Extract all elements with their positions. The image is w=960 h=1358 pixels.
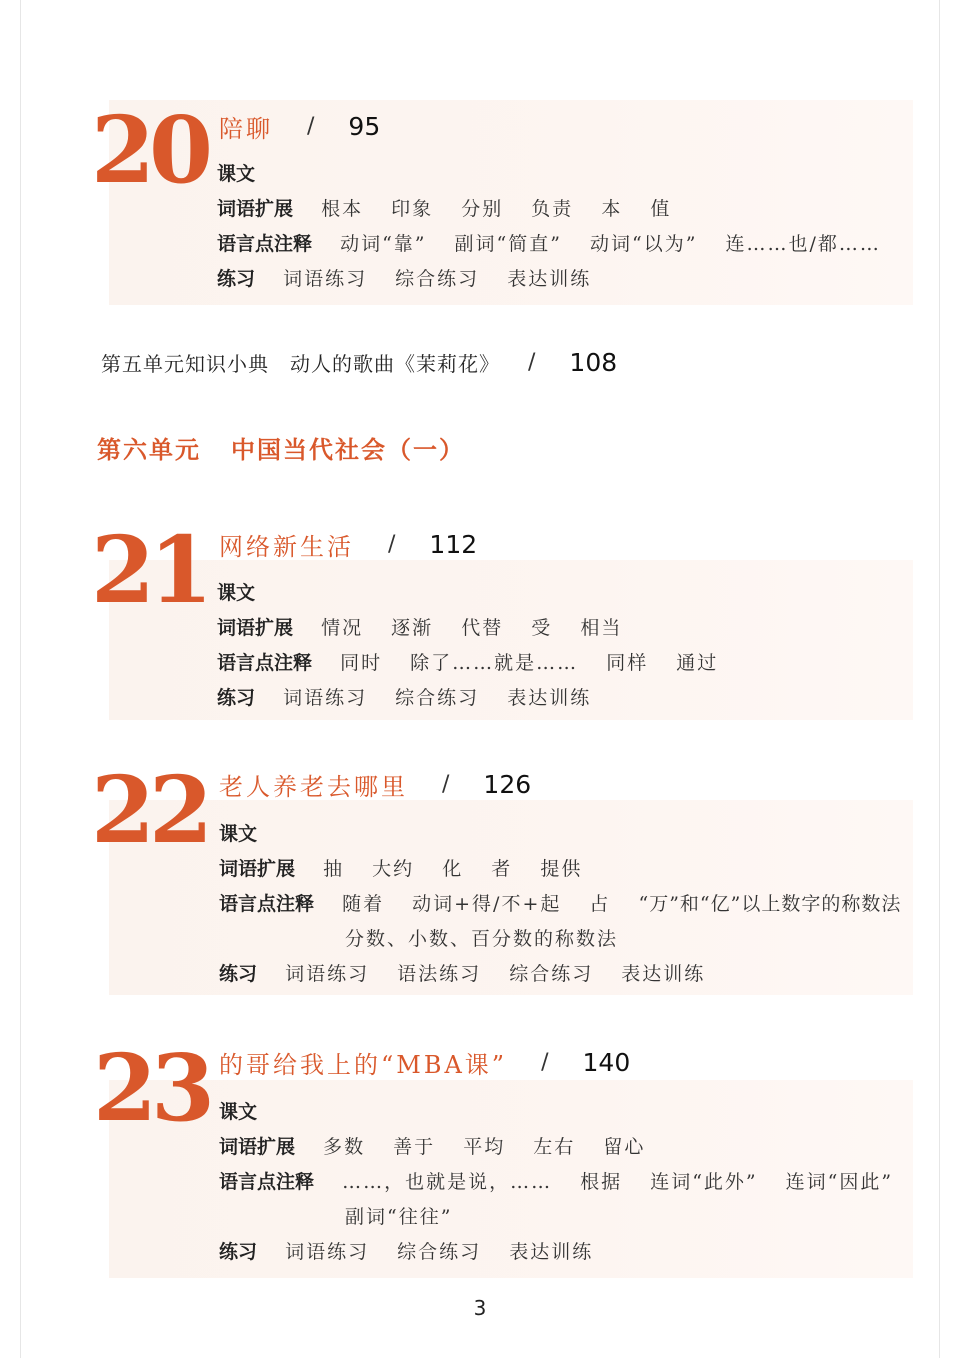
slash: / [541,1049,549,1075]
practice-label: 练习 [217,687,256,709]
grammar-line [217,228,881,260]
text-line [217,577,255,609]
grammar-item: ……，也就是说，…… [342,1171,553,1193]
unit-name: 中国当代社会（一） [231,436,465,464]
vocab-label: 词语扩展 [217,617,294,639]
grammar-item: 占 [589,893,611,915]
grammar-item: 连词“因此” [785,1171,894,1193]
vocab-item: 相当 [580,617,623,639]
grammar-item: 通过 [676,652,719,674]
practice-item: 语法练习 [397,963,482,985]
text-line [217,158,255,190]
vocab-item: 逐渐 [391,617,434,639]
vocab-item: 化 [442,858,464,880]
practice-item: 词语练习 [285,1241,370,1263]
text-label: 课文 [217,163,256,185]
lesson-title-row [219,524,477,564]
grammar-label: 语言点注释 [217,233,313,255]
page-ref: 95 [348,111,381,141]
grammar-continuation: 副词“往往” [345,1206,453,1228]
lesson-number: 23 [93,1034,210,1142]
lesson-title[interactable]: 的哥给我上的“MBA课” [219,1050,508,1079]
vocab-item: 抽 [323,858,345,880]
practice-label: 练习 [217,268,256,290]
lesson-number: 22 [91,756,208,864]
practice-item: 词语练习 [285,963,370,985]
grammar-item: 同时 [340,652,383,674]
page-ref: 140 [582,1047,631,1077]
grammar-label: 语言点注释 [219,1171,315,1193]
lesson-number: 21 [91,516,208,624]
vocab-item: 情况 [321,617,364,639]
grammar-item: 根据 [580,1171,623,1193]
text-line [219,1096,257,1128]
vocab-item: 者 [491,858,513,880]
practice-item: 表达训练 [621,963,706,985]
page-number: 3 [473,1296,487,1320]
vocab-item: 根本 [321,198,364,220]
unit-heading [97,430,465,470]
grammar-item: 动词“以为” [590,233,698,255]
lesson-title-row [219,1042,630,1082]
practice-item: 表达训练 [507,268,592,290]
grammar-continuation: 分数、小数、百分数的称数法 [345,928,619,950]
lesson-title[interactable]: 老人养老去哪里 [219,772,408,801]
lesson-number: 20 [91,96,208,204]
page-ref: 126 [483,769,532,799]
practice-item: 表达训练 [509,1241,594,1263]
vocab-item: 大约 [372,858,415,880]
vocab-item: 善于 [393,1136,436,1158]
slash: / [528,349,536,375]
vocab-item: 负责 [531,198,574,220]
grammar-item: 连词“此外” [650,1171,758,1193]
practice-item: 词语练习 [283,268,368,290]
grammar-line [217,647,718,679]
vocab-item: 值 [650,198,672,220]
knowledge-entry [101,342,617,382]
grammar-item: “万”和“亿”以上数字的称数法 [638,893,902,915]
practice-item: 综合练习 [509,963,594,985]
vocab-label: 词语扩展 [219,858,296,880]
grammar-line [219,888,901,920]
practice-label: 练习 [219,963,258,985]
grammar-item: 除了……就是…… [410,652,579,674]
text-label: 课文 [219,823,258,845]
page-ref: 108 [569,347,618,377]
practice-item: 综合练习 [395,687,480,709]
practice-line [217,263,591,295]
lesson-title-row [219,764,531,804]
slash: / [388,531,396,557]
lesson-title[interactable]: 网络新生活 [219,532,354,561]
text-line [219,818,257,850]
vocab-item: 平均 [463,1136,506,1158]
vocab-item: 本 [601,198,623,220]
lesson-title[interactable]: 陪聊 [219,114,273,143]
practice-item: 综合练习 [395,268,480,290]
vocab-line [219,853,582,885]
vocab-item: 多数 [323,1136,366,1158]
lesson-title-row [219,106,380,146]
grammar-label: 语言点注释 [217,652,313,674]
vocab-line [217,612,622,644]
vocab-line [217,193,671,225]
grammar-item: 副词“简直” [454,233,562,255]
grammar-item: 动词+得/不+起 [412,893,562,915]
vocab-item: 左右 [533,1136,576,1158]
text-label: 课文 [217,582,256,604]
vocab-label: 词语扩展 [219,1136,296,1158]
practice-line [219,958,705,990]
practice-item: 综合练习 [397,1241,482,1263]
vocab-item: 留心 [603,1136,646,1158]
text-label: 课文 [219,1101,258,1123]
unit-label: 第六单元 [97,436,201,464]
grammar-item: 连……也/都…… [725,233,881,255]
vocab-item: 分别 [461,198,504,220]
grammar-item: 同样 [606,652,649,674]
page-ref: 112 [429,529,478,559]
grammar-item: 随着 [342,893,385,915]
vocab-item: 受 [531,617,553,639]
practice-item: 词语练习 [283,687,368,709]
vocab-item: 提供 [540,858,583,880]
practice-line [219,1236,593,1268]
knowledge-title[interactable]: 第五单元知识小典 动人的歌曲《茉莉花》 [101,351,500,376]
vocab-item: 代替 [461,617,504,639]
vocab-item: 印象 [391,198,434,220]
grammar-label: 语言点注释 [219,893,315,915]
vocab-label: 词语扩展 [217,198,294,220]
grammar-line [219,1166,893,1198]
practice-label: 练习 [219,1241,258,1263]
practice-line [217,682,591,714]
vocab-line [219,1131,645,1163]
practice-item: 表达训练 [507,687,592,709]
slash: / [307,113,315,139]
grammar-item: 动词“靠” [340,233,427,255]
slash: / [442,771,450,797]
page-sheet [20,0,940,1358]
